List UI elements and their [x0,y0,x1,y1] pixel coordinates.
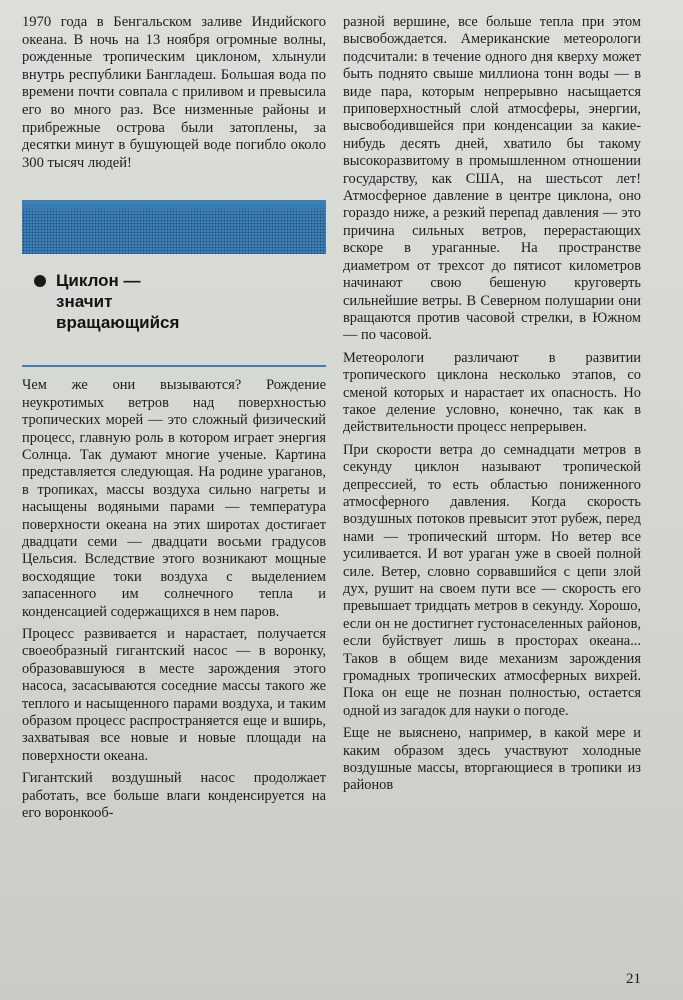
page-number: 21 [626,971,641,987]
body-paragraph: Еще не выяснено, например, в какой мере и каким образом здесь участвуют холодные воздушные массы, вторгающиеся в тропики из районов [343,725,641,794]
section-heading [22,270,326,333]
section-divider [22,365,326,367]
section-title-line: Циклон — [56,271,141,291]
body-paragraph: Процесс развивается и нарастает, получается своеобразный гигантский насос — в воронку, образовавшуюся в месте зарождения этого насоса, засасываются соседние массы такого же теплого и насыщенного парами воздуха, и таким образом процесс распространяется еще и вширь, захватывая все новые и новые площади на поверхности океана. [22,626,326,764]
left-column [22,14,326,823]
body-paragraph: Гигантский воздушный насос продолжает работать, все больше влаги конденсируется на его воронкооб- [22,770,326,822]
body-paragraph: Метеорологи различают в развитии тропического циклона несколько этапов, со сменой которых и нарастает их опасность. Но такое деление условно, конечно, так как в действительности процесс непрерывен. [343,349,641,436]
body-paragraph: разной вершине, все больше тепла при этом высвобождается. Американские метеорологи подсчитали: в течение одного дня кверху может быть поднято свыше миллиона тонн воды — в виде пара, которым непрерывно насыщается приповерхностный слой атмосферы, энергии, высвободившейся при конденсации за какие-нибудь десять дней, хватило бы такому высокоразвитому в промышленном отношении государству, как США, на шестьсот лет! Атмосферное давление в центре циклона, оно гораздо ниже, а резкий перепад давления — это причина сильных ветров, перерастающих вскоре в ураганные. На пространстве диаметром от трехсот до пятисот километров начинают свою бешеную круговерть сильнейшие ветры. В Северном полушарии они вращаются против часовой стрелки, в Южном — по часовой. [343,14,641,344]
section-title-line: вращающийся [56,313,180,333]
right-column [343,14,641,795]
section-title [56,270,179,333]
body-paragraph: Чем же они вызываются? Рождение неукротимых ветров над поверхностью тропических морей — это сложный физический процесс, главную роль в котором играет энергия Солнца. Так думают многие ученые. Картина представляется следующая. На родине ураганов, в тропиках, массы воздуха сильно нагреты и насыщены водяными парами — температура поверхности океана на этих широтах достигает двадцати семи — двадцати восьми градусов Цельсия. Вследствие этого возникают мощные восходящие токи воздуха с выделением запасенного им солнечного тепла и конденсацией содержащихся в нем паров. [22,377,326,620]
section-title-line: значит [56,292,113,312]
decorative-banner [22,200,326,254]
body-paragraph: При скорости ветра до семнадцати метров в секунду циклон называют тропической депрессией, то есть областью пониженного атмосферного давления. Когда скорость воздушных потоков превысит этот рубеж, перед нами — тропический шторм. Но ветер все усиливается. И вот ураган уже в своей полной силе. Ветер, словно сорвавшийся с цепи злой дух, рушит на своем пути все — скорость его превышает тридцать метров в секунду. Хорошо, если он не достигнет густонаселенных районов, если буйствует лишь в просторах океана... Таков в общем виде механизм зарождения громадных тропических атмосферных вихрей. Пока он еще не познан полностью, остается одной из загадок для науки о погоде. [343,441,641,719]
intro-paragraph: 1970 года в Бенгальском заливе Индийского океана. В ночь на 13 ноября огромные волны, рожденные тропическим циклоном, хлынули внутрь республики Бангладеш. Большая вода по времени почти совпала с приливом и превысила его во много раз. Все низменные районы и прибрежные острова были затоплены, за десятки минут в бушующей воде погибло около 300 тысяч людей! [22,14,326,171]
bullet-icon [34,275,46,287]
